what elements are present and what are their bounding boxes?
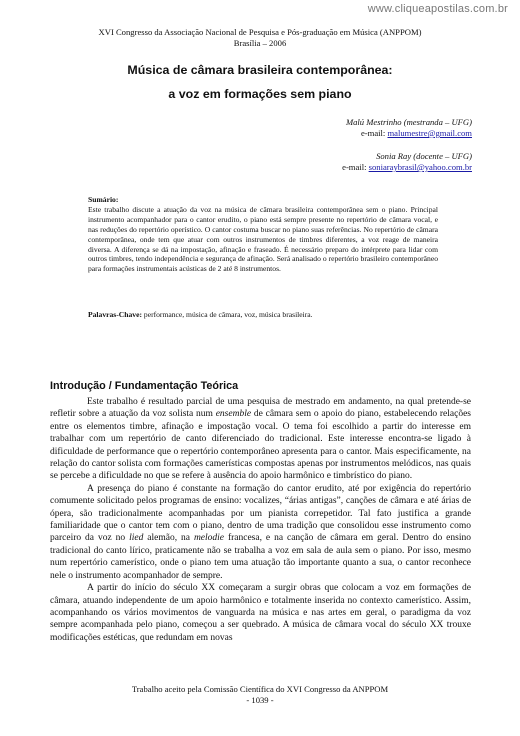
footer-note: Trabalho aceito pela Comissão Científica do XVI Congresso da ANPPOM: [131, 684, 389, 694]
body-text: [50, 396, 471, 644]
abstract: [88, 195, 438, 274]
author-email-link[interactable]: malumestre@gmail.com: [387, 128, 472, 138]
paragraph-1: Este trabalho é resultado parcial de uma pesquisa de mestrado em andamento, na qual pretende-se refletir sobre a atuação da voz solista num ensemble de câmara sem o apoio do piano, estabelecendo relações entre os elementos timbre, afinação e impostação vocal. O tema foi escolhido a partir do interesse em trabalhar com um repertório de canto diferenciado do tradicional. Este interesse encontra-se ligado à dificuldade de performance que o repertório contemporâneo apresenta para o cantor. Mais especificamente, na relação do cantor solista com formações camerísticas compostas apenas por instrumentos melódicos, nas quais se percebe a dificuldade no que se refere à ausência do apoio harmônico e timbrístico do piano.: [50, 397, 471, 482]
paragraph-3: A partir do início do século XX começaram a surgir obras que colocam a voz em formações de câmara, atuando independente de um apoio harmônico e totalmente inserida no contexto camerístico. Assim, acompanhando os vários movimentos de vanguarda na música e nas artes em geral, o paradigma da voz sempre acompanhada pelo piano, começou a ser quebrado. A música de câmara vocal do século XX trouxe modificações estéticas, que redundam em novas: [50, 583, 471, 643]
author-block-1: [346, 117, 472, 139]
email-label: e-mail:: [342, 162, 369, 172]
paper-title-line-2: a voz em formações sem piano: [168, 87, 352, 101]
paragraph-2: A presença do piano é constante na formação do cantor erudito, até por exigência do repertório comumente solicitado pelos programas de ensino: vocalizes, “árias antigas”, canções de câmara e até árias de ópera, são tradicionalmente acompanhadas por um pianista correpetidor. Tal fato justifica a grande familiaridade que o cantor tem com o piano, dentro de uma tradição que consolidou esse instrumento como parceiro da voz no lied alemão, na melodie francesa, e na canção de câmara em geral. Dentro do ensino tradicional do canto lírico, praticamente não se trabalha a voz em sala de aula sem o piano. Por isso, mesmo num repertório camerístico, onde o piano tem uma atuação tão importante quanto a sua, o cantor reconhece nele o instrumento acompanhador de sempre.: [50, 483, 471, 581]
author-name: Malú Mestrinho (mestranda – UFG): [345, 117, 472, 127]
conference-place-date: Brasília – 2006: [233, 38, 287, 48]
page-footer: [0, 684, 520, 706]
conference-name: XVI Congresso da Associação Nacional de Pesquisa e Pós-graduação em Música (ANPPOM): [98, 27, 422, 37]
keywords: [88, 310, 438, 320]
author-name: Sonia Ray (docente – UFG): [376, 151, 472, 161]
abstract-label: Sumário:: [88, 195, 119, 204]
conference-header: [0, 27, 520, 49]
section-title: Introdução / Fundamentação Teórica: [50, 380, 239, 392]
watermark: www.cliqueapostilas.com.br: [367, 3, 508, 15]
keywords-text: performance, música de câmara, voz, música brasileira.: [142, 310, 313, 319]
abstract-text: Este trabalho discute a atuação da voz na música de câmara brasileira contemporânea sem o piano. Principal instrumento acompanhador para o cantor erudito, o piano está sempre presente no repertório de câmara vocal, e nas reduções do repertório operístico. O cantor costuma buscar no piano suas referências. No repertório de câmara contemporânea, onde tem que atuar com outros instrumentos de timbres diferentes, a voz reage de maneira diversa. A diferença se dá na impostação, afinação e fraseado. É necessário preparo do intérprete para lidar com outros timbres, tendo independência e segurança de afinação. Será analisado o repertório brasileiro contemporâneo para formações instrumentais acústicas de 2 até 8 instrumentos.: [88, 204, 438, 274]
author-block-2: [342, 151, 472, 173]
page-number: - 1039 -: [246, 695, 274, 705]
paper-title-line-1: Música de câmara brasileira contemporânea:: [127, 63, 393, 77]
keywords-label: Palavras-Chave:: [88, 310, 142, 319]
author-email-link[interactable]: soniaraybrasil@yahoo.com.br: [368, 162, 472, 172]
email-label: e-mail:: [360, 128, 388, 138]
